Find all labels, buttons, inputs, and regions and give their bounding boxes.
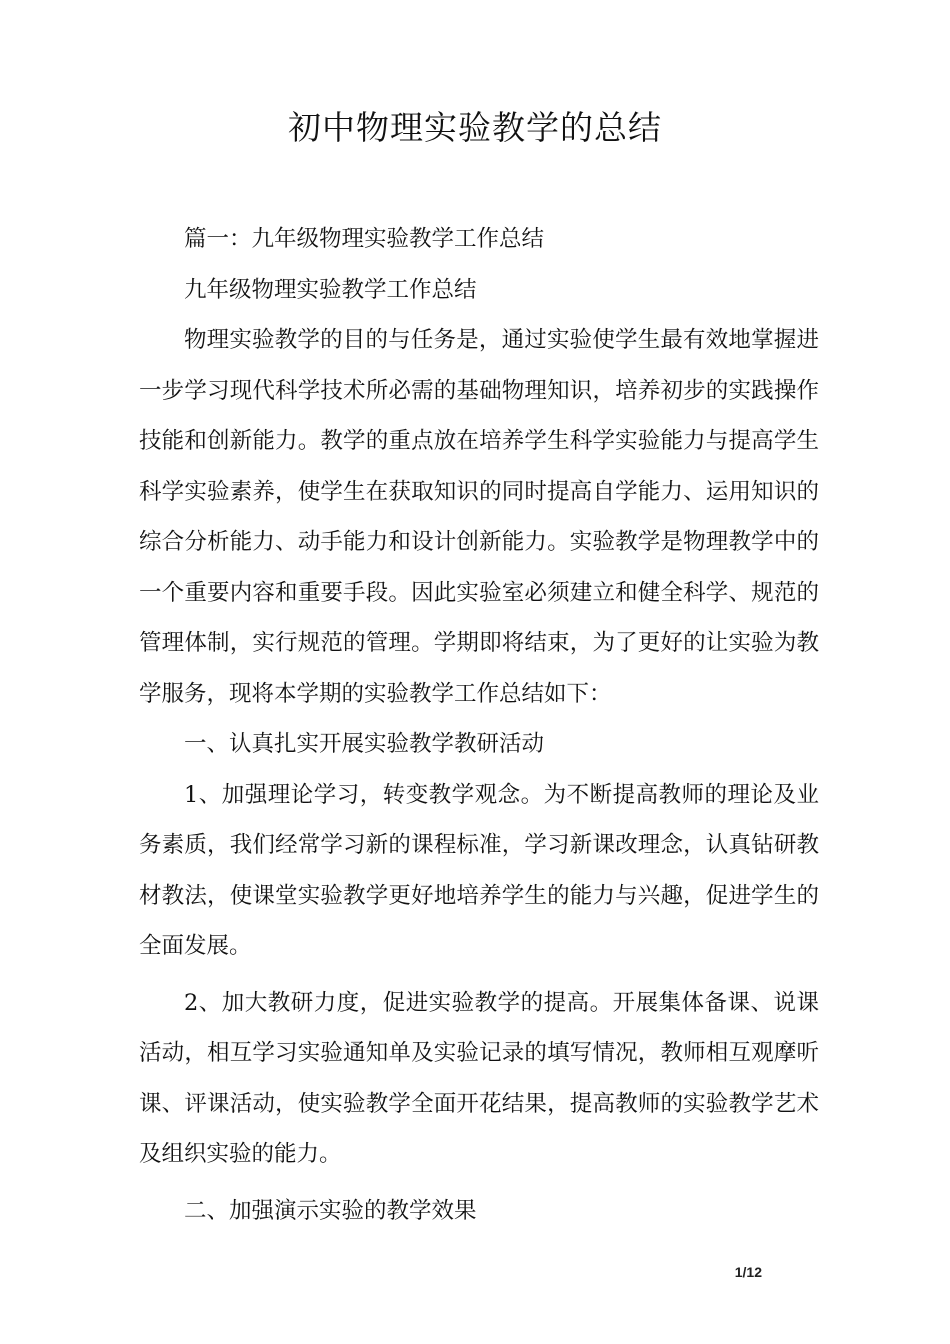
body-paragraph: 2、加大教研力度，促进实验教学的提高。开展集体备课、说课活动，相互学习实验通知单及实验记录的填写情况，教师相互观摩听课、评课活动，使实验教学全面开花结果，提高教师的实验教学艺术及组织实验的能力。 (139, 989, 819, 1167)
body-paragraph: 物理实验教学的目的与任务是，通过实验使学生最有效地掌握进一步学习现代科学技术所必需的基础物理知识，培养初步的实践操作技能和创新能力。教学的重点放在培养学生科学实验能力与提高学生科学实验素养，使学生在获取知识的同时提高自学能力、运用知识的综合分析能力、动手能力和设计创新能力。实验教学是物理教学中的一个重要内容和重要手段。因此实验室必须建立和健全科学、规范的管理体制，实行规范的管理。学期即将结束，为了更好的让实验为教学服务，现将本学期的实验教学工作总结如下： (139, 327, 819, 707)
document-title: 初中物理实验教学的总结 (288, 108, 662, 147)
subsection-heading: 九年级物理实验教学工作总结 (184, 276, 477, 303)
section-heading: 篇一：九年级物理实验教学工作总结 (184, 226, 545, 252)
body-heading: 一、认真扎实开展实验教学教研活动 (184, 731, 545, 757)
page-number: 1/12 (734, 1264, 762, 1280)
body-paragraph: 1、加强理论学习，转变教学观念。为不断提高教师的理论及业务素质，我们经常学习新的课程标准，学习新课改理念，认真钻研教材教法，使课堂实验教学更好地培养学生的能力与兴趣，促进学生的全面发展。 (139, 781, 819, 959)
body-heading: 二、加强演示实验的教学效果 (184, 1197, 477, 1224)
document-body (139, 214, 819, 1236)
